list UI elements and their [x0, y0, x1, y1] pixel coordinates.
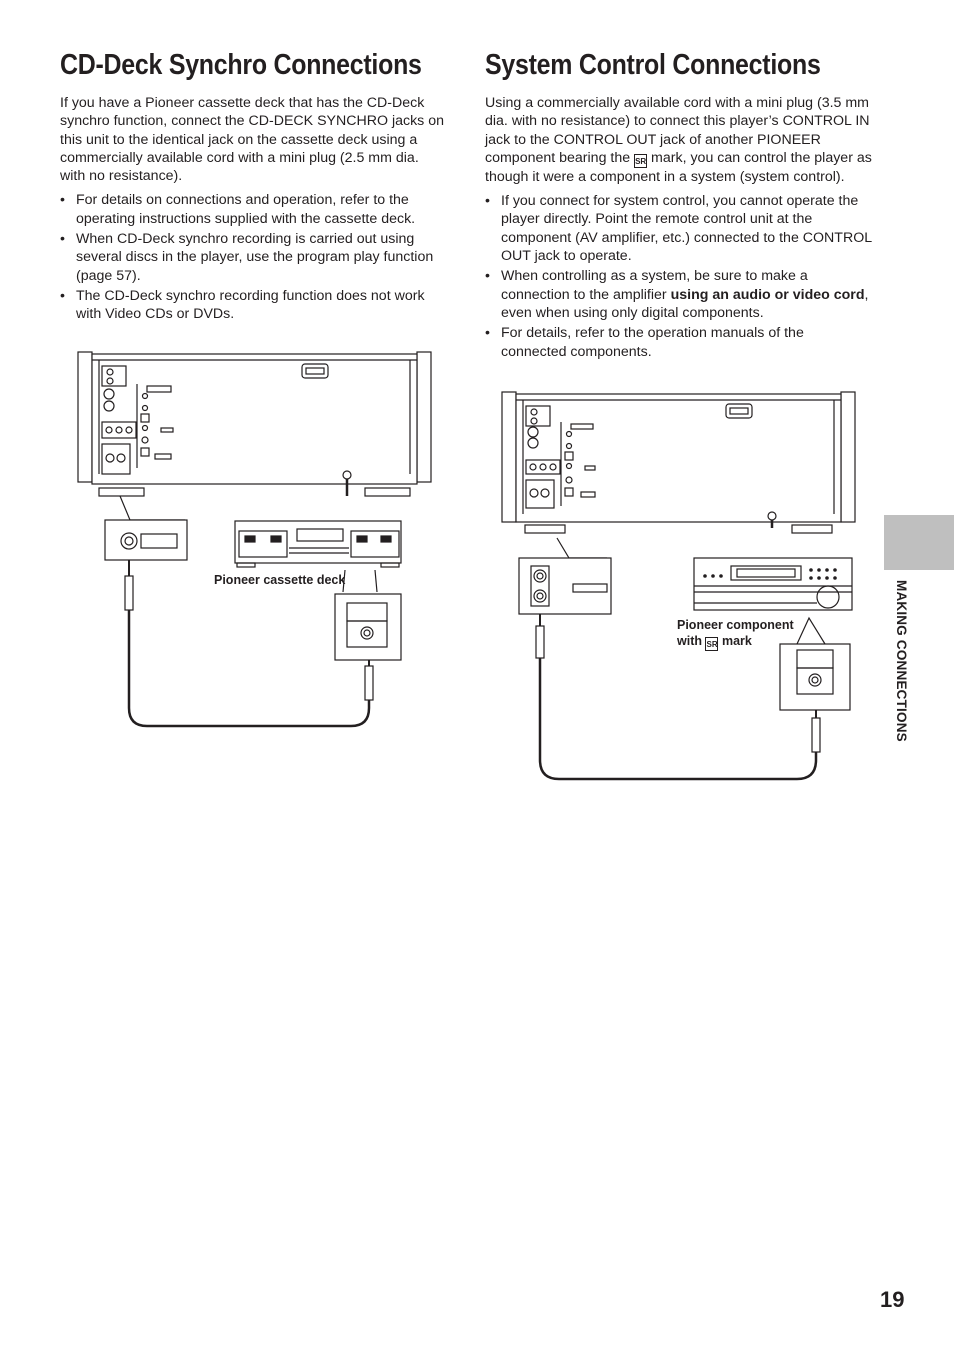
pioneer-component-label [677, 617, 794, 651]
player-foot [365, 488, 410, 496]
intro-paragraph [485, 94, 873, 186]
intro-text: Using a commercially available cord with a mini plug (3.5 mm dia. with no resistance) to connect this player’s CONTROL IN jack to the CONTROL OUT jack of another PIONEER component bearing the [485, 95, 870, 166]
diagram-drawing [497, 388, 862, 784]
section-side-tab [884, 515, 954, 570]
label-text: with [677, 634, 702, 648]
bullet-item: • For details, refer to the operation manuals of the connected components. [485, 324, 873, 361]
sr-mark-icon: SR [634, 154, 647, 168]
bullet-text: , even when using only digital components. [501, 286, 869, 321]
bullet-text: When controlling as a system, be sure to make a connection to the amplifier [501, 268, 808, 303]
side-tab-label: MAKING CONNECTIONS [894, 580, 909, 742]
bullet-list [485, 192, 873, 361]
player-side-panel [841, 392, 855, 522]
player-side-panel [417, 352, 431, 482]
page-number: 19 [880, 1287, 905, 1312]
section-title-system-control: System Control Connections [485, 49, 821, 81]
intro-paragraph: If you have a Pioneer cassette deck that has the CD-Deck synchro function, connect the CD-DECK SYNCHRO jacks on this unit to the identical jack on the cassette deck using a commercially available cord with a mini plug (2.5 mm dia. with no resistance). [60, 95, 444, 185]
bullet-bold-text: using an audio or video cord [670, 286, 865, 303]
cd-deck-connection-diagram [75, 348, 435, 733]
bullet-item: • For details on connections and operation, refer to the operating instructions supplied with the cassette deck. [60, 191, 446, 228]
bullet-list [60, 191, 446, 323]
player-foot [99, 488, 144, 496]
player-side-panel [78, 352, 92, 482]
intro-text: mark, you can control the player as though it were a component in a system (system control). [485, 149, 872, 185]
system-control-section [485, 46, 873, 363]
bullet-item: • If you connect for system control, you cannot operate the player directly. Point the remote control unit at the component (AV amplifier, etc.) connected to the CONTROL OUT jack to operate. [485, 192, 873, 265]
label-line: Pioneer component [677, 618, 794, 632]
label-text: mark [721, 634, 752, 648]
player-foot [525, 525, 565, 533]
player-jack-callout [105, 520, 187, 560]
bullet-item: • The CD-Deck synchro recording function does not work with Video CDs or DVDs. [60, 287, 446, 324]
cd-deck-synchro-section [60, 46, 446, 326]
bullet-item: • When CD-Deck synchro recording is carried out using several discs in the player, use the program play function (page 57). [60, 230, 446, 285]
system-control-connection-diagram [497, 388, 862, 784]
bullet-item [485, 267, 873, 322]
section-title-cd-deck-synchro: CD-Deck Synchro Connections [60, 49, 422, 81]
cassette-deck-label: Pioneer cassette deck [214, 573, 346, 587]
player-side-panel [502, 392, 516, 522]
player-foot [792, 525, 832, 533]
diagram-drawing [75, 348, 435, 733]
sr-mark-icon: SR [705, 637, 718, 651]
